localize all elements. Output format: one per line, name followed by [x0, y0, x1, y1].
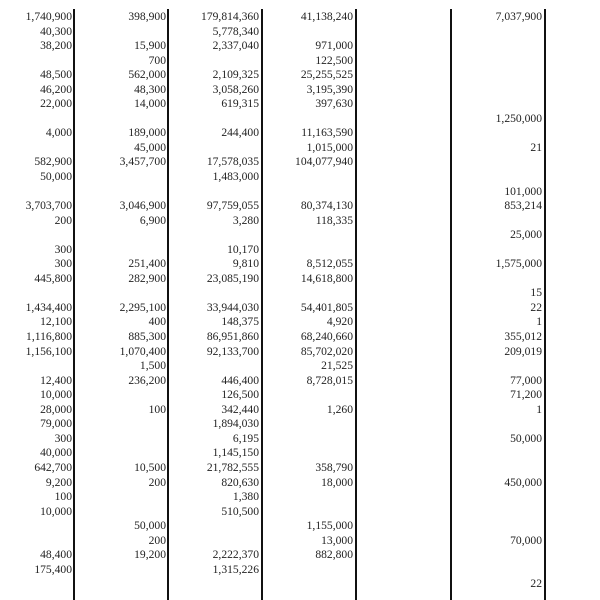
table-cell: 10,000: [40, 388, 72, 402]
table-cell: 1,740,900: [25, 10, 72, 23]
table-cell: 1,500: [139, 359, 166, 373]
table-cell: 642,700: [34, 460, 72, 474]
table-cell: 971,000: [315, 39, 353, 53]
table-cell: 48,400: [40, 548, 72, 562]
table-cell: 236,200: [128, 373, 166, 387]
table-row: [0, 315, 600, 330]
table-cell: 1,483,000: [212, 170, 259, 184]
table-cell: 1,434,400: [25, 300, 72, 314]
table-cell: 200: [148, 533, 166, 547]
table-row: [0, 228, 600, 243]
table-cell: 77,000: [510, 373, 542, 387]
table-cell: 126,500: [221, 388, 259, 402]
table-cell: 40,000: [40, 446, 72, 460]
table-cell: 71,200: [510, 388, 542, 402]
table-cell: 21,525: [321, 359, 353, 373]
table-cell: 85,702,020: [300, 344, 353, 358]
table-row: [0, 345, 600, 360]
table-cell: 41,138,240: [300, 10, 353, 23]
table-cell: 3,058,260: [212, 82, 259, 96]
table-cell: 40,300: [40, 24, 72, 38]
table-row: [0, 126, 600, 141]
table-cell: 12,400: [40, 373, 72, 387]
table-cell: 3,195,390: [306, 82, 353, 96]
table-cell: 6,195: [232, 431, 259, 445]
table-row: [0, 417, 600, 432]
table-cell: 1,260: [326, 402, 353, 416]
table-cell: 3,280: [232, 213, 259, 227]
table-cell: 619,315: [221, 97, 259, 111]
table-cell: 100: [54, 490, 72, 504]
table-cell: 189,000: [128, 126, 166, 140]
table-cell: 244,400: [221, 126, 259, 140]
table-row: [0, 577, 600, 592]
table-cell: 300: [54, 431, 72, 445]
table-cell: 1: [536, 402, 542, 416]
table-cell: 8,728,015: [306, 373, 353, 387]
table-row: [0, 476, 600, 491]
table-cell: 1,155,000: [306, 519, 353, 533]
table-cell: 6,900: [139, 213, 166, 227]
table-cell: 2,337,040: [212, 39, 259, 53]
table-row: [0, 548, 600, 563]
table-cell: 48,300: [134, 82, 166, 96]
table-cell: 400: [148, 315, 166, 329]
table-row: [0, 563, 600, 578]
table-cell: 853,214: [504, 199, 542, 213]
table-cell: 209,019: [504, 344, 542, 358]
table-row: [0, 25, 600, 40]
table-cell: 17,578,035: [206, 155, 259, 169]
table-row: [0, 199, 600, 214]
table-cell: 25,000: [510, 228, 542, 242]
table-cell: 28,000: [40, 402, 72, 416]
table-cell: 700: [148, 53, 166, 67]
table-cell: 22: [530, 577, 542, 591]
table-cell: 175,400: [34, 562, 72, 576]
table-cell: 2,222,370: [212, 548, 259, 562]
table-row: [0, 301, 600, 316]
table-cell: 50,000: [510, 431, 542, 445]
table-cell: 97,759,055: [206, 199, 259, 213]
table-cell: 2,295,100: [119, 300, 166, 314]
table-cell: 50,000: [40, 170, 72, 184]
table-cell: 104,077,940: [295, 155, 353, 169]
table-cell: 122,500: [315, 53, 353, 67]
table-row: [0, 519, 600, 534]
table-cell: 342,440: [221, 402, 259, 416]
table-cell: 38,200: [40, 39, 72, 53]
table-cell: 562,000: [128, 68, 166, 82]
table-row: [0, 374, 600, 389]
table-row: [0, 505, 600, 520]
table-row: [0, 432, 600, 447]
table-cell: 86,951,860: [206, 330, 259, 344]
table-row: [0, 272, 600, 287]
table-cell: 9,810: [232, 257, 259, 271]
table-cell: 22: [530, 300, 542, 314]
table-cell: 1,894,030: [212, 417, 259, 431]
table-cell: 1,015,000: [306, 140, 353, 154]
table-cell: 282,900: [128, 271, 166, 285]
table-cell: 1,250,000: [495, 111, 542, 125]
table-row: [0, 97, 600, 112]
table-cell: 8,512,055: [306, 257, 353, 271]
table-cell: 5,778,340: [212, 24, 259, 38]
table-row: [0, 83, 600, 98]
table-cell: 92,133,700: [206, 344, 259, 358]
table-cell: 80,374,130: [300, 199, 353, 213]
table-cell: 14,618,800: [300, 271, 353, 285]
table-cell: 19,200: [134, 548, 166, 562]
table-cell: 25,255,525: [300, 68, 353, 82]
table-row: [0, 534, 600, 549]
table-cell: 22,000: [40, 97, 72, 111]
table-cell: 118,335: [315, 213, 353, 227]
table-cell: 582,900: [34, 155, 72, 169]
table-row: [0, 490, 600, 505]
table-cell: 21,782,555: [206, 460, 259, 474]
table-cell: 100: [148, 402, 166, 416]
table-cell: 18,000: [321, 475, 353, 489]
table-cell: 200: [148, 475, 166, 489]
table-cell: 510,500: [221, 504, 259, 518]
table-cell: 48,500: [40, 68, 72, 82]
table-cell: 11,163,590: [301, 126, 353, 140]
table-cell: 33,944,030: [206, 300, 259, 314]
table-row: [0, 388, 600, 403]
table-cell: 12,100: [40, 315, 72, 329]
table-row: [0, 141, 600, 156]
table-cell: 200: [54, 213, 72, 227]
table-cell: 398,900: [128, 10, 166, 23]
table-cell: 68,240,660: [300, 330, 353, 344]
table-cell: 79,000: [40, 417, 72, 431]
table-cell: 4,920: [326, 315, 353, 329]
table-cell: 1,575,000: [495, 257, 542, 271]
table-cell: 300: [54, 257, 72, 271]
table-cell: 446,400: [221, 373, 259, 387]
table-row: [0, 170, 600, 185]
table-cell: 2,109,325: [212, 68, 259, 82]
table-cell: 885,300: [128, 330, 166, 344]
table-cell: 3,046,900: [119, 199, 166, 213]
table-row: [0, 243, 600, 258]
table-cell: 7,037,900: [495, 10, 542, 23]
table-cell: 1: [536, 315, 542, 329]
table-cell: 450,000: [504, 475, 542, 489]
table-cell: 50,000: [134, 519, 166, 533]
table-cell: 445,800: [34, 271, 72, 285]
table-cell: 1,070,400: [119, 344, 166, 358]
table-row: [0, 155, 600, 170]
table-row: [0, 54, 600, 69]
table-cell: 1,380: [232, 490, 259, 504]
table-row: [0, 257, 600, 272]
table-cell: 397,630: [315, 97, 353, 111]
table-cell: 820,630: [221, 475, 259, 489]
table-cell: 13,000: [321, 533, 353, 547]
table-cell: 21: [530, 140, 542, 154]
table-cell: 1,116,800: [26, 330, 72, 344]
table-row: [0, 214, 600, 229]
table-cell: 23,085,190: [206, 271, 259, 285]
table-row: [0, 461, 600, 476]
table-row: [0, 446, 600, 461]
table-cell: 251,400: [128, 257, 166, 271]
numeric-table: [0, 10, 600, 592]
table-cell: 101,000: [504, 184, 542, 198]
table-cell: 4,000: [45, 126, 72, 140]
table-cell: 46,200: [40, 82, 72, 96]
table-cell: 358,790: [315, 460, 353, 474]
table-cell: 70,000: [510, 533, 542, 547]
table-cell: 54,401,805: [300, 300, 353, 314]
table-cell: 10,000: [40, 504, 72, 518]
table-cell: 300: [54, 242, 72, 256]
table-cell: 10,500: [134, 460, 166, 474]
table-cell: 3,703,700: [25, 199, 72, 213]
table-cell: 1,315,226: [212, 562, 259, 576]
table-row: [0, 330, 600, 345]
table-row: [0, 112, 600, 127]
table-cell: 179,814,360: [201, 10, 259, 23]
table-cell: 45,000: [134, 140, 166, 154]
table-row: [0, 185, 600, 200]
table-cell: 15,900: [134, 39, 166, 53]
table-cell: 3,457,700: [119, 155, 166, 169]
table-cell: 1,145,150: [212, 446, 259, 460]
table-cell: 882,800: [315, 548, 353, 562]
table-cell: 15: [530, 286, 542, 300]
table-cell: 10,170: [227, 242, 259, 256]
table-cell: 9,200: [45, 475, 72, 489]
table-row: [0, 68, 600, 83]
table-cell: 1,156,100: [25, 344, 72, 358]
table-row: [0, 286, 600, 301]
table-row: [0, 10, 600, 25]
table-cell: 355,012: [504, 330, 542, 344]
table-cell: 14,000: [134, 97, 166, 111]
table-row: [0, 403, 600, 418]
table-cell: 148,375: [221, 315, 259, 329]
table-row: [0, 39, 600, 54]
table-row: [0, 359, 600, 374]
